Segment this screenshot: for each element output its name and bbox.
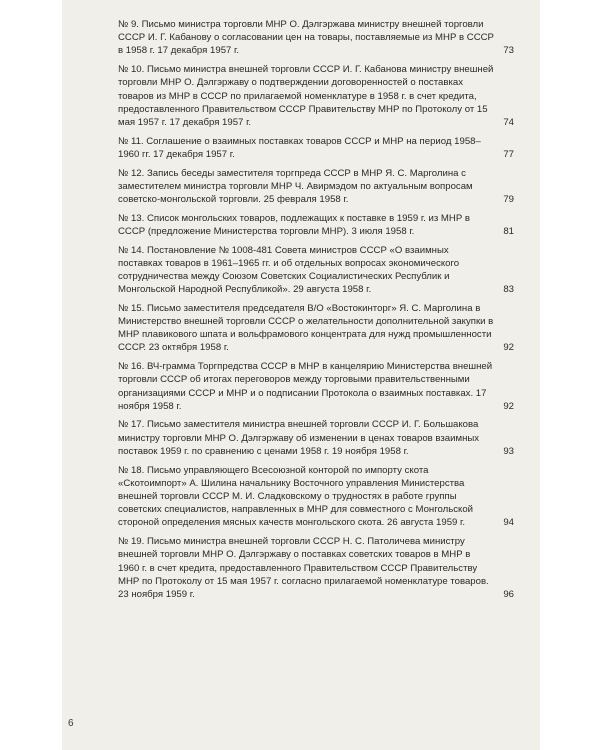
toc-entry[interactable] bbox=[118, 360, 514, 413]
toc-entry-title: № 12. Запись беседы заместителя торгпреда СССР в МНР Я. С. Марголина с заместителем министра торговли МНР Ч. Авирмэдом по актуальным вопросам советско-монгольской торговли. 25 февраля 1958 г. bbox=[118, 167, 473, 205]
toc-entry-page: 96 bbox=[503, 588, 514, 600]
toc-entry[interactable] bbox=[118, 302, 514, 355]
toc-entry-page: 93 bbox=[503, 445, 514, 457]
toc-entry[interactable] bbox=[118, 63, 514, 129]
table-of-contents bbox=[118, 18, 514, 607]
toc-entry[interactable] bbox=[118, 464, 514, 530]
toc-entry-title: № 10. Письмо министра внешней торговли СССР И. Г. Кабанова министру внешней торговли МНР О. Дэлгэржаву о подтверждении договоренностей о поставках товаров из МНР в СССР по прилагаемой номенклатуре в 1958 г. в счет кредита, предоставленного Правительством СССР Правительству МНР по Протоколу от 15 мая 1957 г. 17 декабря 1957 г. bbox=[118, 64, 494, 128]
toc-entry-title: № 9. Письмо министра торговли МНР О. Дэлгэржава министру внешней торговли СССР И. Г. Кабанову о согласовании цен на товары, поставляемые из МНР в СССР в 1958 г. 17 декабря 1957 г. bbox=[118, 19, 494, 57]
toc-entry-title: № 17. Письмо заместителя министра внешней торговли СССР И. Г. Большакова министру торговли МНР О. Дэлгэржаву об изменении в ценах товаров взаимных поставок 1959 г. по сравнению с ценами 1958 г. 19 ноября 1958 г. bbox=[118, 419, 480, 457]
toc-entry[interactable] bbox=[118, 244, 514, 297]
toc-entry-title: № 14. Постановление № 1008-481 Совета министров СССР «О взаимных поставках товаров в 1961–1965 гг. и об отдельных вопросах экономического сотрудничества между Союзом Советских Социалистических Республик и Монгольской Народной Республикой». 29 августа 1958 г. bbox=[118, 244, 460, 296]
page-number: 6 bbox=[68, 718, 74, 729]
toc-entry-title: № 13. Список монгольских товаров, подлежащих к поставке в 1959 г. из МНР в СССР (предложение Министерства торговли МНР). 3 июля 1958 г. bbox=[118, 212, 471, 237]
toc-entry-title: № 19. Письмо министра внешней торговли СССР Н. С. Патоличева министру внешней торговли МНР О. Дэлгэржаву о поставках советских товаров в МНР в 1960 г. в счет кредита, предоставленного Правительством СССР Правительству МНР по Протоколу от 15 мая 1957 г. согласно прилагаемой номенклатуре товаров. 23 ноября 1959 г. bbox=[118, 536, 489, 600]
toc-entry-title: № 11. Соглашение о взаимных поставках товаров СССР и МНР на период 1958–1960 гг. 17 декабря 1957 г. bbox=[118, 135, 481, 160]
toc-entry-page: 74 bbox=[503, 116, 514, 128]
toc-entry-page: 94 bbox=[503, 517, 514, 529]
toc-entry-title: № 16. ВЧ-грамма Торгпредства СССР в МНР в канцелярию Министерства внешней торговли СССР об итогах переговоров между торговыми правительственными организациями СССР и МНР и о подписании Протокола о взаимных поставках. 17 ноября 1958 г. bbox=[118, 361, 493, 412]
toc-entry-page: 73 bbox=[503, 45, 514, 57]
toc-entry[interactable] bbox=[118, 18, 514, 58]
toc-entry-page: 83 bbox=[503, 284, 514, 296]
toc-entry[interactable] bbox=[118, 212, 514, 238]
toc-entry[interactable] bbox=[118, 418, 514, 458]
toc-entry-page: 77 bbox=[503, 148, 514, 160]
toc-entry[interactable] bbox=[118, 167, 514, 207]
toc-entry-title: № 18. Письмо управляющего Всесоюзной конторой по импорту скота «Скотоимпорт» А. Шилина начальнику Восточного управления Министерства внешней торговли СССР М. И. Сладковскому о трудностях в работе группы советских специалистов, направленных в МНР для совместного с Монгольской стороной определения мясных качеств монгольского скота. 26 августа 1959 г. bbox=[118, 464, 474, 529]
toc-entry[interactable] bbox=[118, 535, 514, 601]
toc-entry-page: 92 bbox=[503, 342, 514, 354]
toc-entry[interactable] bbox=[118, 135, 514, 161]
toc-entry-page: 92 bbox=[503, 400, 514, 412]
toc-entry-page: 79 bbox=[503, 193, 514, 205]
toc-entry-title: № 15. Письмо заместителя председателя В/О «Востокинторг» Я. С. Марголина в Министерство внешней торговли СССР о желательности дополнительной закупки в МНР плавикового шпата и вольфрамового концентрата для нужд промышленности СССР. 23 октября 1958 г. bbox=[118, 302, 494, 354]
toc-entry-page: 81 bbox=[503, 225, 514, 237]
